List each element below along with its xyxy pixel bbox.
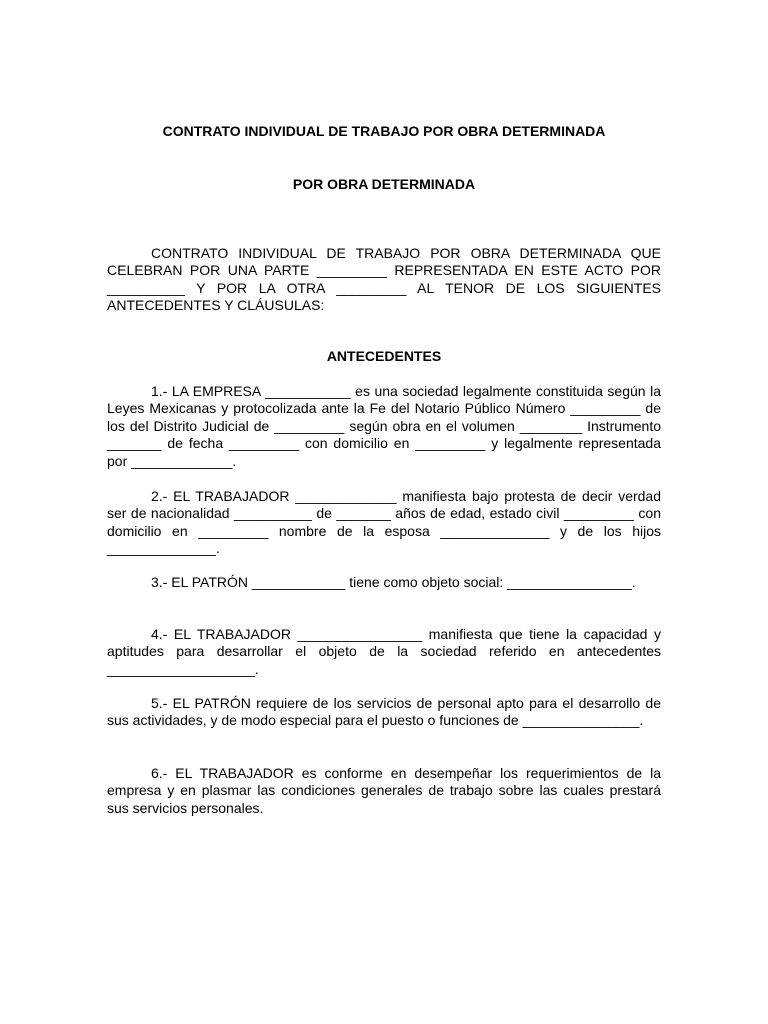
intro-paragraph: CONTRATO INDIVIDUAL DE TRABAJO POR OBRA DETERMINADA QUE CELEBRAN POR UNA PARTE _________ REPRESENTADA EN ESTE ACTO POR __________ Y POR LA OTRA _________ AL TENOR DE LOS SIGUIENTES ANTECEDENTES Y CLÁUSULAS: bbox=[107, 245, 661, 314]
document-title: CONTRATO INDIVIDUAL DE TRABAJO POR OBRA DETERMINADA bbox=[162, 123, 606, 139]
antecedente-paragraph-2: 2.- EL TRABAJADOR _____________ manifiesta bajo protesta de decir verdad ser de nacionalidad __________ de _______ años de edad, estado civil _________ con domicilio en _________ nombre de la esposa ______________ y de los hijos ______________. bbox=[107, 488, 661, 557]
antecedentes-heading: ANTECEDENTES bbox=[326, 348, 442, 364]
antecedente-paragraph-5: 5.- EL PATRÓN requiere de los servicios de personal apto para el desarrollo de sus actividades, y de modo especial para el puesto o funciones de _______________. bbox=[107, 695, 661, 729]
antecedente-paragraph-3: 3.- EL PATRÓN ____________ tiene como objeto social: ________________. bbox=[151, 574, 636, 590]
antecedente-paragraph-6: 6.- EL TRABAJADOR es conforme en desempeñar los requerimientos de la empresa y en plasmar las condiciones generales de trabajo sobre las cuales prestará sus servicios personales. bbox=[107, 765, 661, 816]
antecedente-paragraph-1: 1.- LA EMPRESA ___________ es una sociedad legalmente constituida según la Leyes Mexicanas y protocolizada ante la Fe del Notario Público Número _________ de los del Distrito Judicial de _________ según obra en el volumen ________ Instrumento _______ de fecha _________ con domicilio en _________ y legalmente representada por _____________. bbox=[107, 383, 661, 469]
antecedente-paragraph-4: 4.- EL TRABAJADOR ________________ manifiesta que tiene la capacidad y aptitudes para desarrollar el objeto de la sociedad referido en antecedentes ___________________. bbox=[107, 626, 661, 677]
document-subtitle: POR OBRA DETERMINADA bbox=[292, 176, 476, 192]
